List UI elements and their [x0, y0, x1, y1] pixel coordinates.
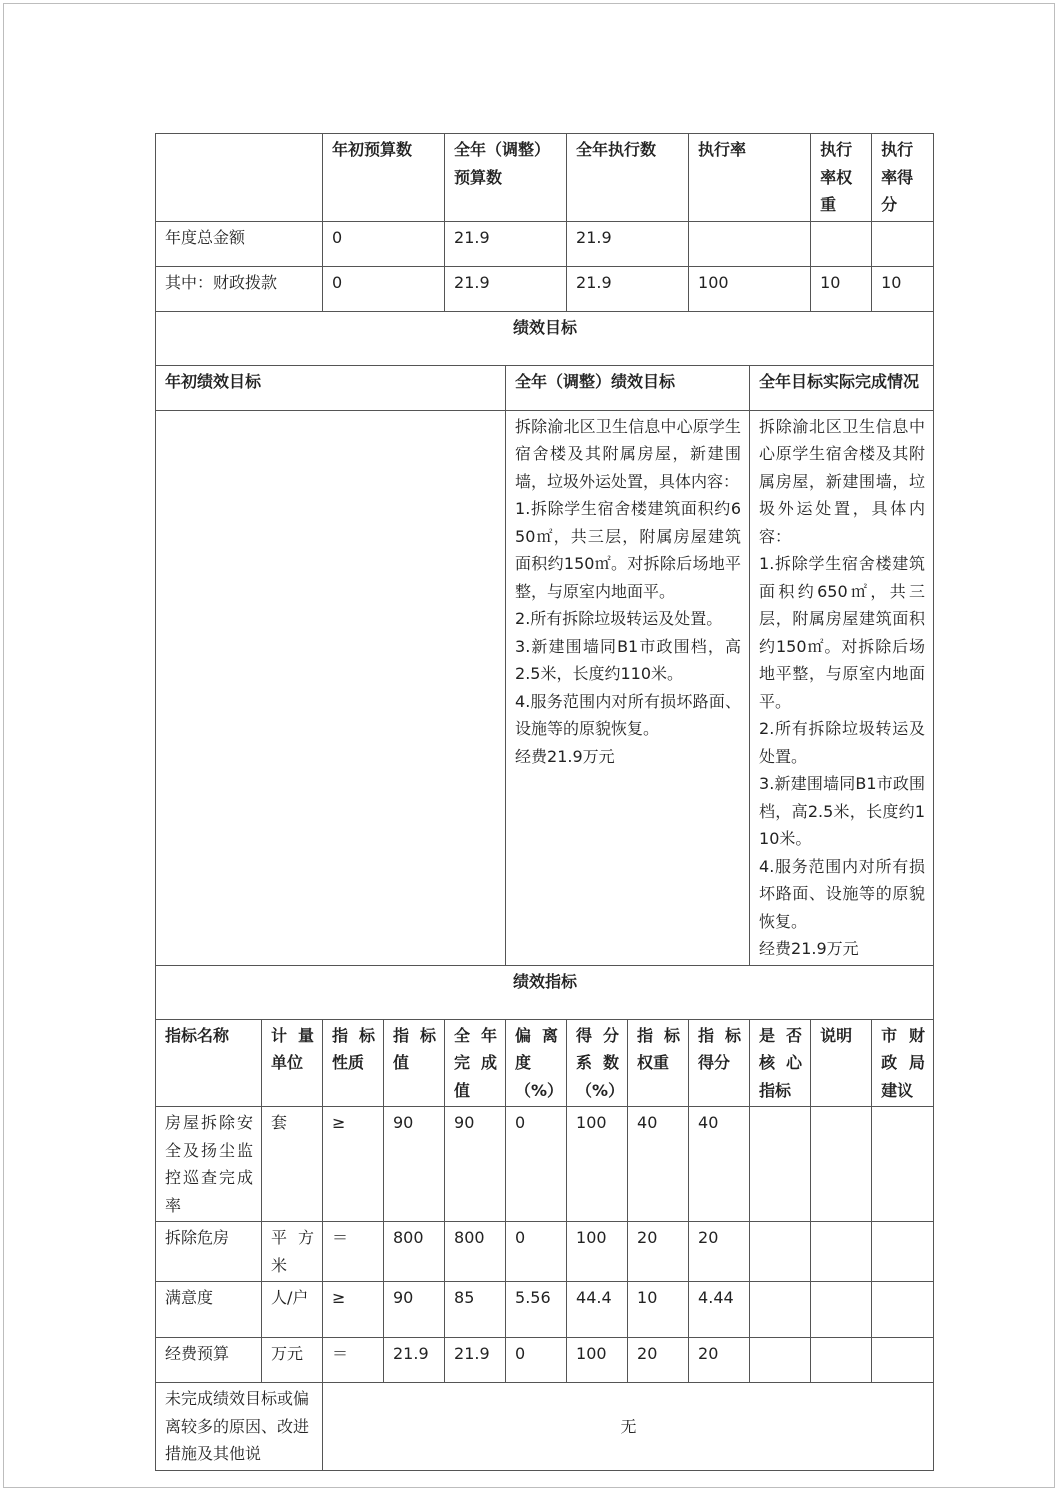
indicator-cell: 20	[628, 1338, 689, 1383]
indicator-cell	[811, 1107, 872, 1222]
reason-value: 无	[323, 1383, 934, 1471]
budget-row-fiscal	[156, 266, 934, 311]
indicator-cell: 0	[506, 1107, 567, 1222]
budget-row-label: 年度总金额	[156, 221, 323, 266]
indicators-title-row	[156, 965, 934, 1019]
indicator-cell: ＝	[323, 1222, 384, 1282]
indicator-cell: 20	[628, 1222, 689, 1282]
budget-cell: 21.9	[445, 266, 567, 311]
goals-section-title: 绩效目标	[156, 311, 934, 365]
budget-cell	[811, 221, 872, 266]
indicator-cell: 平方米	[262, 1222, 323, 1282]
budget-cell: 21.9	[567, 266, 689, 311]
indicator-header-coefficient: 得分系数（%）	[567, 1019, 628, 1107]
indicator-cell: 40	[628, 1107, 689, 1222]
budget-header-row	[156, 134, 934, 222]
indicator-cell: 10	[628, 1282, 689, 1338]
reason-label: 未完成绩效目标或偏离较多的原因、改进措施及其他说	[156, 1383, 323, 1471]
goals-content-row	[156, 410, 934, 965]
indicator-header-completed: 全年完成值	[445, 1019, 506, 1107]
indicator-cell-name: 满意度	[156, 1282, 262, 1338]
indicator-cell	[811, 1338, 872, 1383]
indicator-cell: 21.9	[445, 1338, 506, 1383]
budget-row-label: 其中：财政拨款	[156, 266, 323, 311]
goals-header-row	[156, 365, 934, 410]
indicator-cell: ≥	[323, 1282, 384, 1338]
budget-cell	[872, 221, 934, 266]
indicator-header-weight: 指标权重	[628, 1019, 689, 1107]
indicator-cell: 万元	[262, 1338, 323, 1383]
indicator-cell: 100	[567, 1107, 628, 1222]
indicator-cell: 800	[445, 1222, 506, 1282]
indicator-cell	[811, 1282, 872, 1338]
indicator-header-deviation: 偏离度（%）	[506, 1019, 567, 1107]
indicator-cell	[872, 1282, 934, 1338]
budget-cell: 21.9	[445, 221, 567, 266]
budget-cell: 100	[689, 266, 811, 311]
indicator-cell-name: 经费预算	[156, 1338, 262, 1383]
indicator-cell: ≥	[323, 1107, 384, 1222]
budget-corner-cell	[156, 134, 323, 222]
indicator-cell: 100	[567, 1222, 628, 1282]
indicator-cell	[750, 1107, 811, 1222]
indicator-header-advice: 市财政局建议	[872, 1019, 934, 1107]
goals-initial-text	[156, 410, 506, 965]
indicator-header-unit: 计量单位	[262, 1019, 323, 1107]
budget-cell: 10	[872, 266, 934, 311]
goals-header-initial: 年初绩效目标	[156, 365, 506, 410]
indicator-cell	[872, 1107, 934, 1222]
indicator-header-note: 说明	[811, 1019, 872, 1107]
budget-header-rate-weight: 执行率权重	[811, 134, 872, 222]
performance-table	[155, 133, 934, 1471]
indicator-cell: 21.9	[384, 1338, 445, 1383]
indicator-cell: 0	[506, 1338, 567, 1383]
indicator-cell: 90	[384, 1107, 445, 1222]
indicator-cell-name: 拆除危房	[156, 1222, 262, 1282]
budget-header-rate: 执行率	[689, 134, 811, 222]
indicator-cell: ＝	[323, 1338, 384, 1383]
indicator-cell: 44.4	[567, 1282, 628, 1338]
indicator-cell	[750, 1282, 811, 1338]
indicator-row	[156, 1222, 934, 1282]
indicator-cell: 85	[445, 1282, 506, 1338]
indicator-header-core: 是否核心指标	[750, 1019, 811, 1107]
budget-cell: 10	[811, 266, 872, 311]
indicator-cell	[811, 1222, 872, 1282]
budget-cell: 21.9	[567, 221, 689, 266]
indicator-cell	[872, 1222, 934, 1282]
reason-row	[156, 1383, 934, 1471]
indicator-header-nature: 指标性质	[323, 1019, 384, 1107]
indicator-row	[156, 1338, 934, 1383]
goals-title-row	[156, 311, 934, 365]
indicator-cell: 800	[384, 1222, 445, 1282]
indicator-row	[156, 1107, 934, 1222]
indicator-cell	[750, 1338, 811, 1383]
budget-header-rate-score: 执行率得分	[872, 134, 934, 222]
goals-header-adjusted: 全年（调整）绩效目标	[506, 365, 750, 410]
indicator-cell: 40	[689, 1107, 750, 1222]
budget-header-initial: 年初预算数	[323, 134, 445, 222]
budget-cell: 0	[323, 221, 445, 266]
indicator-header-value: 指标值	[384, 1019, 445, 1107]
budget-header-executed: 全年执行数	[567, 134, 689, 222]
indicator-cell: 套	[262, 1107, 323, 1222]
indicator-cell: 人/户	[262, 1282, 323, 1338]
indicator-cell: 100	[567, 1338, 628, 1383]
goals-actual-text: 拆除渝北区卫生信息中心原学生宿舍楼及其附属房屋，新建围墙，垃圾外运处置，具体内容： 1.拆除学生宿舍楼建筑面积约650㎡，共三层，附属房屋建筑面积约150㎡。对拆除后场地平整，与原室内地面平。 2.所有拆除垃圾转运及处置。 3.新建围墙同B1市政围档，高2.5米，长度约110米。 4.服务范围内对所有损坏路面、设施等的原貌恢复。 经费21.9万元	[750, 410, 934, 965]
indicator-cell: 20	[689, 1222, 750, 1282]
budget-cell: 0	[323, 266, 445, 311]
indicator-row	[156, 1282, 934, 1338]
goals-header-actual: 全年目标实际完成情况	[750, 365, 934, 410]
indicator-cell: 20	[689, 1338, 750, 1383]
indicator-cell: 5.56	[506, 1282, 567, 1338]
indicator-cell	[872, 1338, 934, 1383]
indicator-header-score: 指标得分	[689, 1019, 750, 1107]
goals-adjusted-text: 拆除渝北区卫生信息中心原学生宿舍楼及其附属房屋，新建围墙，垃圾外运处置，具体内容： 1.拆除学生宿舍楼建筑面积约650㎡，共三层，附属房屋建筑面积约150㎡。对拆除后场地平整，与原室内地面平。 2.所有拆除垃圾转运及处置。 3.新建围墙同B1市政围档，高2.5米，长度约110米。 4.服务范围内对所有损坏路面、设施等的原貌恢复。 经费21.9万元	[506, 410, 750, 965]
budget-header-adjusted: 全年（调整）预算数	[445, 134, 567, 222]
indicator-cell-name: 房屋拆除安全及扬尘监控巡查完成率	[156, 1107, 262, 1222]
budget-row-total	[156, 221, 934, 266]
indicator-cell: 4.44	[689, 1282, 750, 1338]
indicator-header-name: 指标名称	[156, 1019, 262, 1107]
indicator-cell: 90	[445, 1107, 506, 1222]
indicator-cell: 0	[506, 1222, 567, 1282]
indicators-header-row	[156, 1019, 934, 1107]
budget-cell	[689, 221, 811, 266]
indicator-cell	[750, 1222, 811, 1282]
indicator-cell: 90	[384, 1282, 445, 1338]
indicators-section-title: 绩效指标	[156, 965, 934, 1019]
